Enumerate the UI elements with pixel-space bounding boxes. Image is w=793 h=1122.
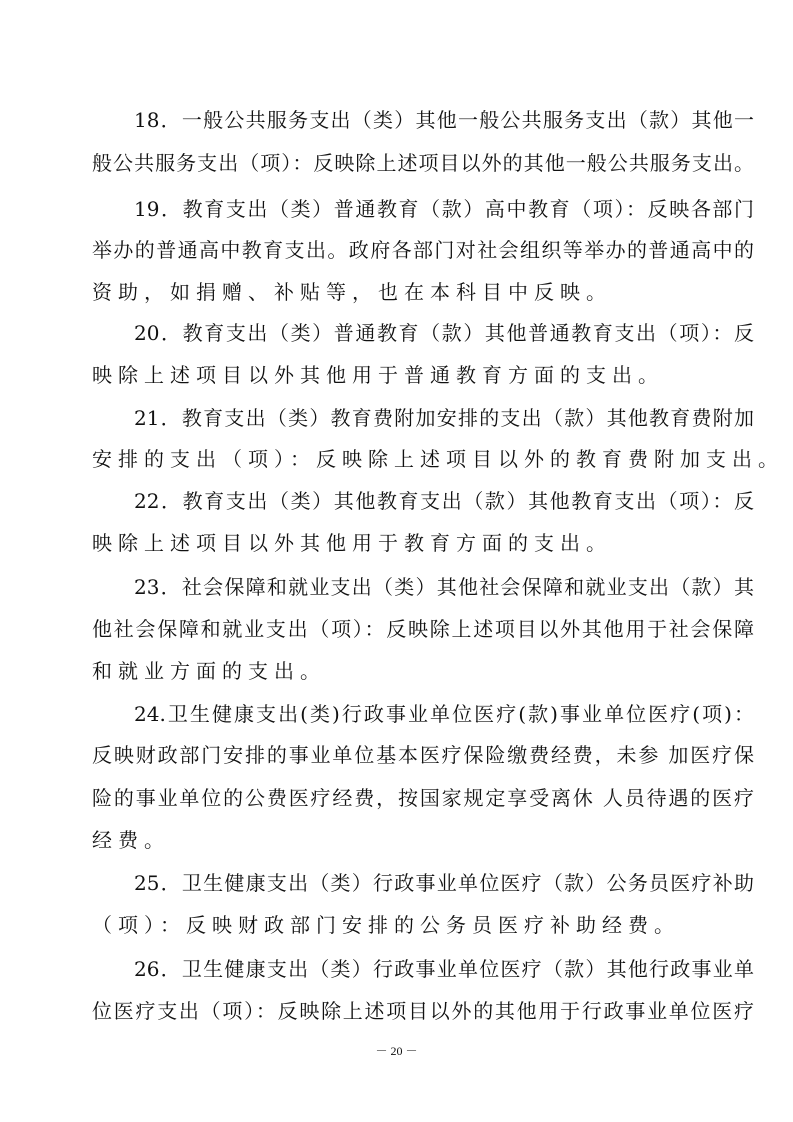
text-line: 般公共服务支出（项）：反映除上述项目以外的其他一般公共服务支出。 xyxy=(92,151,754,175)
text-line: 映除上述项目以外其他用于教育方面的支出。 xyxy=(92,531,612,555)
text-line: 资助，如捐赠、补贴等，也在本科目中反映。 xyxy=(92,280,612,304)
text-line: 26．卫生健康支出（类）行政事业单位医疗（款）其他行政事业单 xyxy=(134,957,754,981)
text-line: 映除上述项目以外其他用于普通教育方面的支出。 xyxy=(92,363,664,387)
text-line: 安排的支出（项）：反映除上述项目以外的教育费附加支出。 xyxy=(92,447,784,471)
page-number: － 20 － xyxy=(375,1044,418,1058)
text-line: （项）：反映财政部门安排的公务员医疗补助经费。 xyxy=(92,913,680,937)
text-line: 经费。 xyxy=(92,828,170,852)
text-line: 25．卫生健康支出（类）行政事业单位医疗（款）公务员医疗补助 xyxy=(134,871,754,895)
text-line: 24.卫生健康支出(类)行政事业单位医疗(款)事业单位医疗(项)： xyxy=(134,702,754,726)
text-line: 18．一般公共服务支出（类）其他一般公共服务支出（款）其他一 xyxy=(134,108,754,132)
text-line: 他社会保障和就业支出（项）：反映除上述项目以外其他用于社会保障 xyxy=(92,617,754,641)
text-line: 20．教育支出（类）普通教育（款）其他普通教育支出（项）：反 xyxy=(134,321,754,345)
text-line: 19．教育支出（类）普通教育（款）高中教育（项）：反映各部门 xyxy=(134,197,754,221)
text-line: 举办的普通高中教育支出。政府各部门对社会组织等举办的普通高中的 xyxy=(92,238,754,262)
text-line: 22．教育支出（类）其他教育支出（款）其他教育支出（项）：反 xyxy=(134,489,754,513)
text-line: 21．教育支出（类）教育费附加安排的支出（款）其他教育费附加 xyxy=(134,406,754,430)
text-line: 23．社会保障和就业支出（类）其他社会保障和就业支出（款）其 xyxy=(134,575,754,599)
text-line: 反映财政部门安排的事业单位基本医疗保险缴费经费，未参 加医疗保 xyxy=(92,743,754,767)
text-line: 险的事业单位的公费医疗经费，按国家规定享受离休 人员待遇的医疗 xyxy=(92,786,754,810)
text-line: 和就业方面的支出。 xyxy=(92,659,326,683)
text-line: 位医疗支出（项）：反映除上述项目以外的其他用于行政事业单位医疗 xyxy=(92,999,754,1023)
